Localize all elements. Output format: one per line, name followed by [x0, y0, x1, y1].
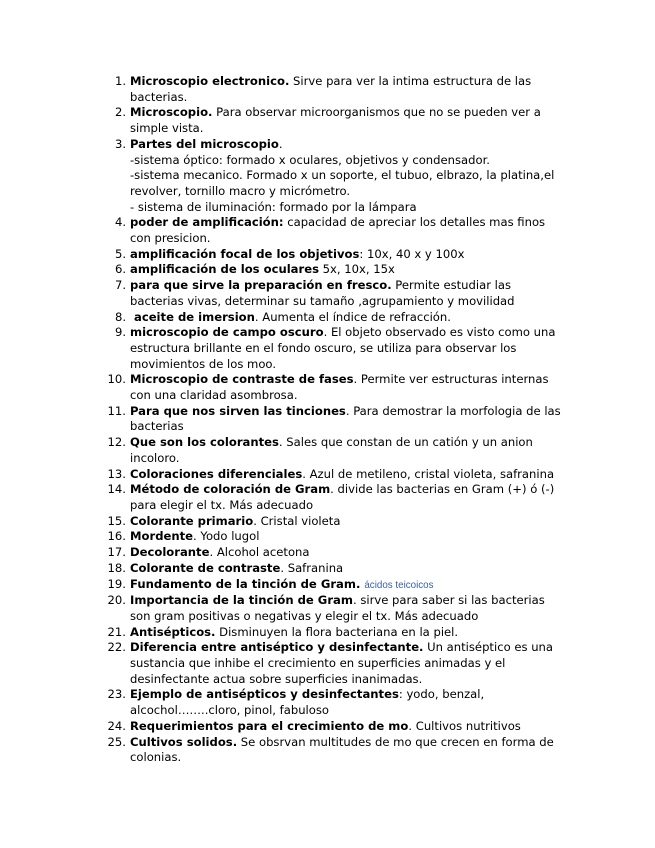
list-item: [114, 74, 568, 105]
list-item: [107, 403, 568, 435]
item-term: Diferencia entre antiséptico y desinfectante.: [130, 640, 424, 655]
item-number: 15.: [107, 513, 126, 528]
item-text: . divide las bacterias en Gram (+) ó (-) para elegir el tx. Más adecuado: [130, 482, 555, 512]
list-item: [107, 545, 568, 561]
item-term: Colorante primario: [130, 513, 254, 528]
list-item: [114, 136, 568, 216]
item-number: 12.: [107, 435, 126, 450]
item-text: : yodo, benzal, alcochol……..cloro, pinol, fabuloso: [130, 687, 485, 718]
item-text: capacidad de apreciar los detalles mas finos con presicion.: [130, 215, 546, 246]
item-term: Fundamento de la tinción de Gram.: [130, 576, 361, 591]
question-list: [107, 74, 568, 766]
teichoic-acids-link[interactable]: ácidos teicoicos: [364, 579, 434, 591]
list-item: [107, 435, 568, 466]
item-number: 20.: [107, 593, 126, 608]
list-item: [107, 734, 568, 766]
item-text: . Sales que constan de un catión y un anion incoloro.: [130, 435, 533, 465]
item-number: 5.: [114, 246, 126, 261]
list-item: [114, 309, 568, 326]
item-text: . Para demostrar la morfologia de las bacterias: [130, 403, 561, 434]
item-text: Disminuyen la flora bacteriana en la piel.: [215, 624, 459, 639]
list-item: [107, 687, 568, 718]
item-number: 2.: [114, 105, 126, 120]
item-term: Coloraciones diferenciales: [130, 466, 303, 481]
item-term: aceite de imersion: [134, 309, 255, 324]
item-text: Para observar microorganismos que no se pueden ver a simple vista.: [130, 105, 541, 136]
item-term: Mordente: [130, 529, 194, 544]
item-text: .: [278, 136, 283, 151]
item-subline: -sistema mecanico. Formado x un soporte, el tubuo, elbrazo, la platina,el revolver, tornillo macro y micrómetro.: [130, 168, 555, 198]
list-item: [107, 624, 568, 641]
item-number: 19.: [107, 576, 126, 591]
item-number: 6.: [114, 262, 126, 277]
list-item: [107, 593, 568, 624]
item-term: Antisépticos.: [130, 624, 216, 639]
item-number: 11.: [107, 403, 126, 418]
item-text: . Safranina: [280, 560, 344, 575]
item-number: 4.: [114, 215, 126, 230]
item-subline: - sistema de iluminación: formado por la lámpara: [130, 199, 417, 214]
item-term: poder de amplificación:: [130, 215, 284, 230]
list-item: [114, 215, 568, 246]
list-item: [107, 560, 568, 577]
item-number: 25.: [107, 734, 126, 749]
item-text: . Aumenta el índice de refracción.: [254, 309, 451, 324]
item-term: Colorante de contraste: [130, 560, 281, 575]
item-term: Microscopio de contraste de fases: [130, 372, 354, 387]
item-number: 7.: [114, 278, 126, 293]
item-term: Para que nos sirven las tinciones: [130, 403, 346, 418]
item-number: 3.: [114, 136, 126, 151]
item-text: Permite estudiar las bacterias vivas, determinar su tamaño ,agrupamiento y movilidad: [130, 278, 515, 308]
item-term: Decolorante: [130, 545, 210, 560]
list-item: [107, 372, 568, 403]
list-item: [107, 576, 568, 594]
list-item: [107, 466, 568, 483]
item-number: 18.: [107, 560, 126, 575]
list-item: [107, 640, 568, 687]
item-text: Sirve para ver la intima estructura de las bacterias.: [130, 74, 532, 104]
list-item: [114, 325, 568, 372]
item-text: . El objeto observado es visto como una estructura brillante en el fondo oscuro, se utiliza para observar los movimientos de los moo.: [130, 325, 556, 371]
item-text: . Yodo lugol: [193, 529, 260, 544]
item-term: Requerimientos para el crecimiento de mo: [130, 718, 409, 733]
list-item: [114, 105, 568, 136]
item-term: Microscopio electronico.: [130, 74, 290, 88]
item-number: 16.: [107, 529, 126, 544]
item-subline: -sistema óptico: formado x oculares, objetivos y condensador.: [130, 152, 490, 167]
item-number: 9.: [114, 325, 126, 340]
list-item: [114, 246, 568, 263]
list-item: [114, 262, 568, 278]
item-text: . Alcohol acetona: [209, 545, 310, 560]
list-item: [107, 529, 568, 545]
item-term: Importancia de la tinción de Gram: [130, 593, 353, 608]
item-text: 5x, 10x, 15x: [319, 262, 395, 277]
list-item: [107, 482, 568, 513]
item-number: 23.: [107, 687, 126, 702]
item-number: 24.: [107, 718, 126, 733]
item-number: 21.: [107, 624, 126, 639]
item-text: . Cristal violeta: [253, 513, 341, 528]
item-text: . sirve para saber si las bacterias son gram positivas o negativas y elegir el tx. Más adecuado: [130, 593, 545, 623]
item-text: Un antiséptico es una sustancia que inhibe el crecimiento en superficies animadas y el desinfectante actua sobre superficies inanimadas.: [130, 640, 554, 686]
item-number: 8.: [114, 309, 126, 324]
item-term: para que sirve la preparación en fresco.: [130, 278, 392, 293]
item-term: microscopio de campo oscuro: [130, 325, 324, 340]
item-term: Método de coloración de Gram: [130, 482, 331, 497]
item-text: . Permite ver estructuras internas con una claridad asombrosa.: [130, 372, 549, 403]
list-item: [107, 513, 568, 530]
item-term: Ejemplo de antisépticos y desinfectantes: [130, 687, 399, 702]
item-text: . Azul de metileno, cristal violeta, safranina: [302, 466, 555, 481]
item-term: Partes del microscopio: [130, 136, 279, 151]
item-term: amplificación focal de los objetivos: [130, 246, 360, 261]
item-number: 1.: [114, 74, 126, 88]
item-text: . Cultivos nutritivos: [408, 718, 521, 733]
item-term: Que son los colorantes: [130, 435, 279, 450]
item-term: Cultivos solidos.: [130, 734, 238, 749]
item-text: : 10x, 40 x y 100x: [359, 246, 465, 261]
list-item: [107, 718, 568, 735]
item-term: Microscopio.: [130, 105, 213, 120]
item-number: 13.: [107, 466, 126, 481]
item-number: 22.: [107, 640, 126, 655]
item-text: Se obsrvan multitudes de mo que crecen en forma de colonias.: [130, 734, 554, 765]
list-item: [114, 278, 568, 309]
item-term: amplificación de los oculares: [130, 262, 319, 277]
item-number: 10.: [107, 372, 126, 387]
item-number: 14.: [107, 482, 126, 497]
item-number: 17.: [107, 545, 126, 560]
